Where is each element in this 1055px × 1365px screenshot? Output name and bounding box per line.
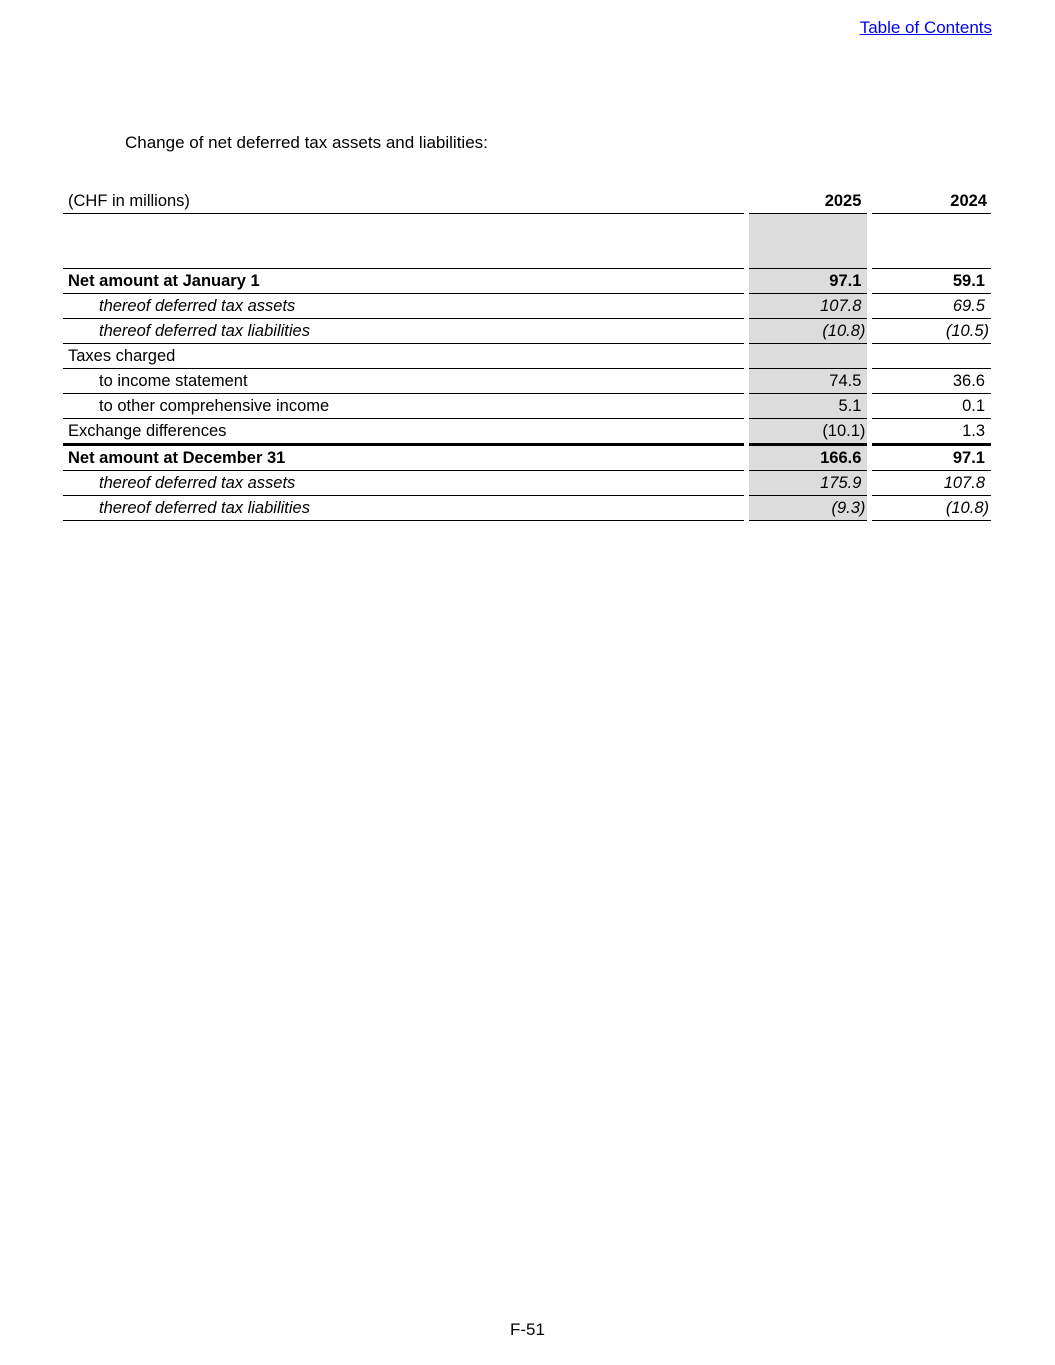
row-label: Exchange differences	[63, 419, 744, 444]
table-of-contents-link[interactable]: Table of Contents	[859, 18, 992, 37]
value-2025: 166.6	[749, 444, 868, 471]
deferred-tax-table	[63, 187, 991, 521]
row-label: thereof deferred tax liabilities	[63, 496, 744, 521]
row-label: Net amount at January 1	[63, 269, 744, 294]
column-header-2024: 2024	[872, 187, 991, 214]
page-number: F-51	[510, 1320, 545, 1339]
value-2025: 97.1	[749, 269, 868, 294]
table-row	[63, 294, 991, 319]
value-2024: 36.6	[872, 369, 991, 394]
value-2025: (10.1)	[749, 419, 868, 444]
table-row	[63, 319, 991, 344]
row-label: thereof deferred tax liabilities	[63, 319, 744, 344]
row-label: Taxes charged	[63, 344, 744, 369]
row-label: to other comprehensive income	[63, 394, 744, 419]
table-row	[63, 444, 991, 471]
table-row	[63, 394, 991, 419]
intro-text: Change of net deferred tax assets and liabilities:	[125, 133, 488, 152]
value-2024: (10.5)	[872, 319, 991, 344]
column-header-2025: 2025	[749, 187, 868, 214]
value-2024: 0.1	[872, 394, 991, 419]
row-label: thereof deferred tax assets	[63, 294, 744, 319]
unit-label: (CHF in millions)	[63, 187, 744, 214]
spacer-row	[63, 214, 991, 269]
table-row	[63, 369, 991, 394]
value-2025: 5.1	[749, 394, 868, 419]
value-2025	[749, 344, 868, 369]
row-label: to income statement	[63, 369, 744, 394]
table-row	[63, 471, 991, 496]
table-header-row	[63, 187, 991, 214]
value-2024: (10.8)	[872, 496, 991, 521]
value-2024: 1.3	[872, 419, 991, 444]
table-row	[63, 344, 991, 369]
value-2025: (9.3)	[749, 496, 868, 521]
value-2025: 175.9	[749, 471, 868, 496]
row-label: thereof deferred tax assets	[63, 471, 744, 496]
value-2024: 59.1	[872, 269, 991, 294]
value-2024: 69.5	[872, 294, 991, 319]
value-2025: 74.5	[749, 369, 868, 394]
row-label: Net amount at December 31	[63, 444, 744, 471]
table-row	[63, 269, 991, 294]
value-2024	[872, 344, 991, 369]
table-row	[63, 419, 991, 444]
table-row	[63, 496, 991, 521]
value-2025: (10.8)	[749, 319, 868, 344]
value-2025: 107.8	[749, 294, 868, 319]
value-2024: 97.1	[872, 444, 991, 471]
value-2024: 107.8	[872, 471, 991, 496]
